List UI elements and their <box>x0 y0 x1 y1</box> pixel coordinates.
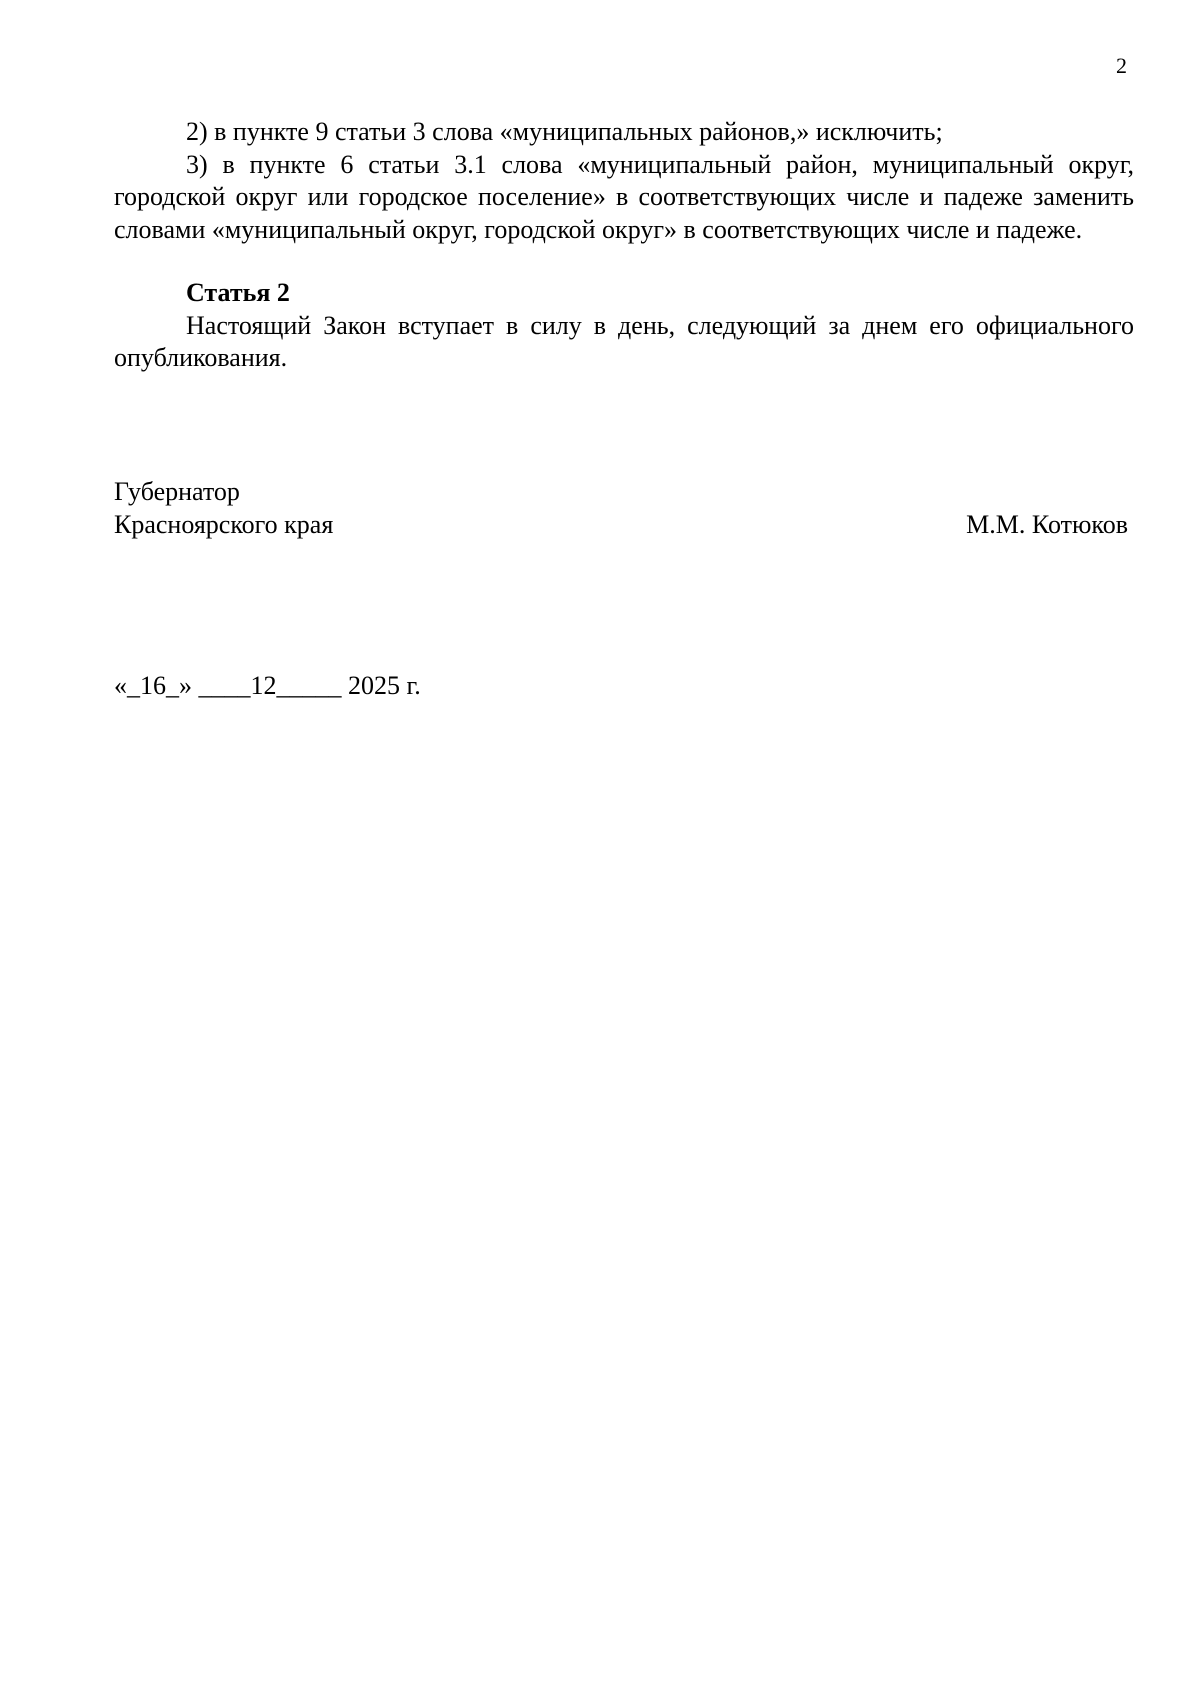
signature-block <box>114 476 1134 541</box>
paragraph-item-2: 2) в пункте 9 статьи 3 слова «муниципальных районов,» исключить; <box>186 117 943 146</box>
article-2-text: Настоящий Закон вступает в силу в день, следующий за днем его официального опубликования. <box>114 310 1134 372</box>
signer-position-line-1: Губернатор <box>114 477 240 506</box>
page-number: 2 <box>1116 53 1127 78</box>
signature-row <box>114 509 1134 542</box>
paragraph-item-3: 3) в пункте 6 статьи 3.1 слова «муниципальный район, муниципальный округ, городской округ или городское поселение» в соответствующих числе и падеже заменить словами «муниципальный округ, городской округ» в соответствующих числе и падеже. <box>114 149 1134 244</box>
signer-position-line-2: Красноярского края <box>114 509 334 539</box>
document-body <box>114 116 1134 375</box>
article-2-title: Статья 2 <box>186 278 290 307</box>
signer-name: М.М. Котюков <box>966 509 1128 539</box>
signing-date: «_16_» ____12_____ 2025 г. <box>114 671 421 700</box>
article-2 <box>114 277 1134 375</box>
